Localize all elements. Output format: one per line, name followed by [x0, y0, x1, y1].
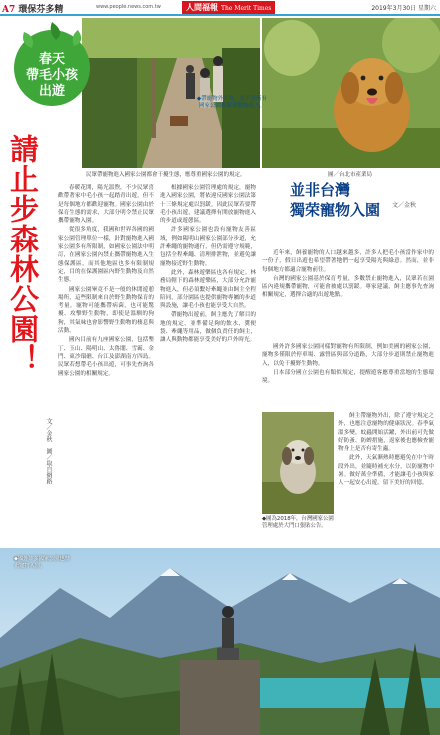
- trail-photo-art: [82, 18, 260, 168]
- mountain-landscape-photo: [0, 548, 440, 735]
- paragraph: 台灣的國家公園基於保育考量，多數禁止寵物進入，民眾若在園區內違規攜帶寵物，可能會被處以罰鍰。專家建議，飼主應事先查詢相關規定，選擇合適的出遊地點。: [262, 275, 434, 299]
- badge-line-3: 出遊: [38, 84, 65, 99]
- trail-photo: [82, 18, 260, 168]
- newspaper-logo: [182, 1, 275, 14]
- badge-line-1: 春天: [38, 52, 65, 67]
- paragraph: 此外，天氣漸熱時應避免在中午時段外出，並隨時補充水分，以防寵物中暑。做好萬全準備，才能讓毛小孩與家人一起安心出遊，留下美好的回憶。: [338, 455, 434, 487]
- paragraph: 此外，森林遊樂區也各有規定。林務局轄下的森林遊樂區，大部分允許寵物進入，但必須繫好牽繩並由飼主全程陪同，部分園區也提供寵物專屬的步道與設施，讓毛小孩也能享受大自然。: [160, 269, 256, 310]
- paragraph: 從很多角度，我國和世界各國的國家公園管理單位一樣，針對寵物進入國家公園多有所限制，如國家公園法中明訂，在國家公園內禁止攜帶寵物進入生態保護區，而其他地區也多有限制規定，目的在保護園區內野生動物及自然生態。: [58, 227, 154, 284]
- badge-line-2: 帶毛小孩: [25, 68, 78, 83]
- dog-photo-main: [262, 18, 440, 168]
- sub-byline: 文／金秋: [392, 202, 417, 209]
- paragraph: 根據國家公園管理處的規定，寵物進入國家公園，將依違反國家公園法第十三條規定處以罰鍰。因此民眾若要帶毛小孩出遊，建議選擇有開放寵物進入的步道或遊憩區。: [160, 185, 256, 225]
- badge-text: [14, 52, 90, 100]
- trail-photo-caption: 民眾帶寵物進入國家公園都會干擾生態，應尊重國家公園的規定。: [86, 172, 246, 178]
- dog-photo-small-caption: ◆圖為2018年，台灣國家公園管理處於大門口張貼公告。: [262, 516, 334, 529]
- paragraph: 日本部分國立公園也有類似規定，提醒遊客應尊重當地的生態環境。: [262, 369, 434, 385]
- landscape-caption: ◆國外許多國家公園也禁止寵物入園。: [14, 556, 70, 569]
- paragraph: 近年來，飼養寵物的人口越來越多，許多人把毛小孩當作家中的一份子，假日出遊也希望帶著牠們一起享受陽光與綠意。然而，並非每個地方都適合寵物前往。: [262, 250, 434, 273]
- photo-credit: 圖／台北市產業局: [328, 172, 373, 178]
- sub-headline-line-2: 獨荣寵物入園: [290, 201, 381, 219]
- paragraph: 飼主帶寵物外出，除了遵守規定之外，也應注意寵物的健康狀況。春季氣溫多變，蚊蟲開始活躍，外出前可先做好防蚤、防蜱措施，返家後也應檢查寵物身上是否有寄生蟲。: [338, 413, 434, 453]
- paragraph: 國外許多國家公園同樣對寵物有所限制，例如美國的國家公園，寵物多僅限於停車場、露營區與部分道路，大部分步道則禁止寵物進入，以免干擾野生動物。: [262, 344, 434, 367]
- paragraph: 許多國家公園也設有寵物友善區域，例如陽明山國家公園部分步道，允許牽繩的寵物通行，但仍需遵守規範，包括全程牽繩、清理排泄物，並避免讓寵物接近野生動物。: [160, 227, 256, 267]
- main-headline: 請止步森林公園！: [6, 134, 40, 374]
- paragraph: 國家公園畢竟不是一般的休閒遊憩場所，這些限制來自於野生動物保育的考量。寵物可能攜帶病菌，也可能驚擾、攻擊野生動物，即使是溫馴的狗狗，其氣味也會影響野生動物的棲息與活動。: [58, 286, 154, 335]
- masthead: [0, 0, 440, 16]
- mountain-lake-art: [0, 548, 440, 735]
- dog-photo-small: [262, 412, 334, 514]
- article-column-3: [262, 249, 434, 341]
- sub-headline-line-1: 並非台灣: [290, 181, 351, 199]
- golden-retriever-art: [262, 18, 440, 168]
- paper-name: 人間福報: [186, 3, 218, 12]
- article-column-5: [338, 412, 434, 546]
- site-url: www.people.news.com.tw: [96, 4, 161, 10]
- paragraph: 帶寵物出遊前，飼主應先了解目的地的規定，並準備足夠的飲水、糞便袋、牽繩等用品，做個負責任的飼主，讓人與動物都能享受美好的戶外時光。: [160, 312, 256, 344]
- section-label: [2, 2, 63, 15]
- dog-on-grass-art: [262, 412, 334, 514]
- spring-badge: [6, 18, 92, 116]
- dog-photo-caption: ◆帶寵物外出時，並不是所有國家公園都歡迎動物進入。: [196, 96, 268, 109]
- paragraph: 春暖花開，陽光溫煦，不少民眾喜歡帶著家中毛小孩一起踏青出遊，但不是每個地方都歡迎寵物。國家公園由於保育生態的需求，大部分明令禁止民眾攜帶寵物入園。: [58, 185, 154, 225]
- paper-name-en: The Merit Times: [221, 5, 272, 12]
- article-column-2: [160, 184, 256, 546]
- section-title: 環保芬多精: [18, 5, 64, 15]
- issue-date: 2019年3月30日 星期六: [371, 5, 436, 12]
- section-number: A7: [2, 5, 16, 15]
- article-column-4: [262, 343, 434, 411]
- main-byline: 文／金秋 圖／取自網路: [45, 418, 52, 484]
- paragraph: 國內目前有九座國家公園，包括墾丁、玉山、陽明山、太魯閣、雪霸、金門、東沙環礁、台江及澎湖南方四島。民眾若想帶毛小孩出遊，可事先查詢各國家公園的相關規定。: [58, 337, 154, 377]
- article-column-1: [58, 184, 154, 546]
